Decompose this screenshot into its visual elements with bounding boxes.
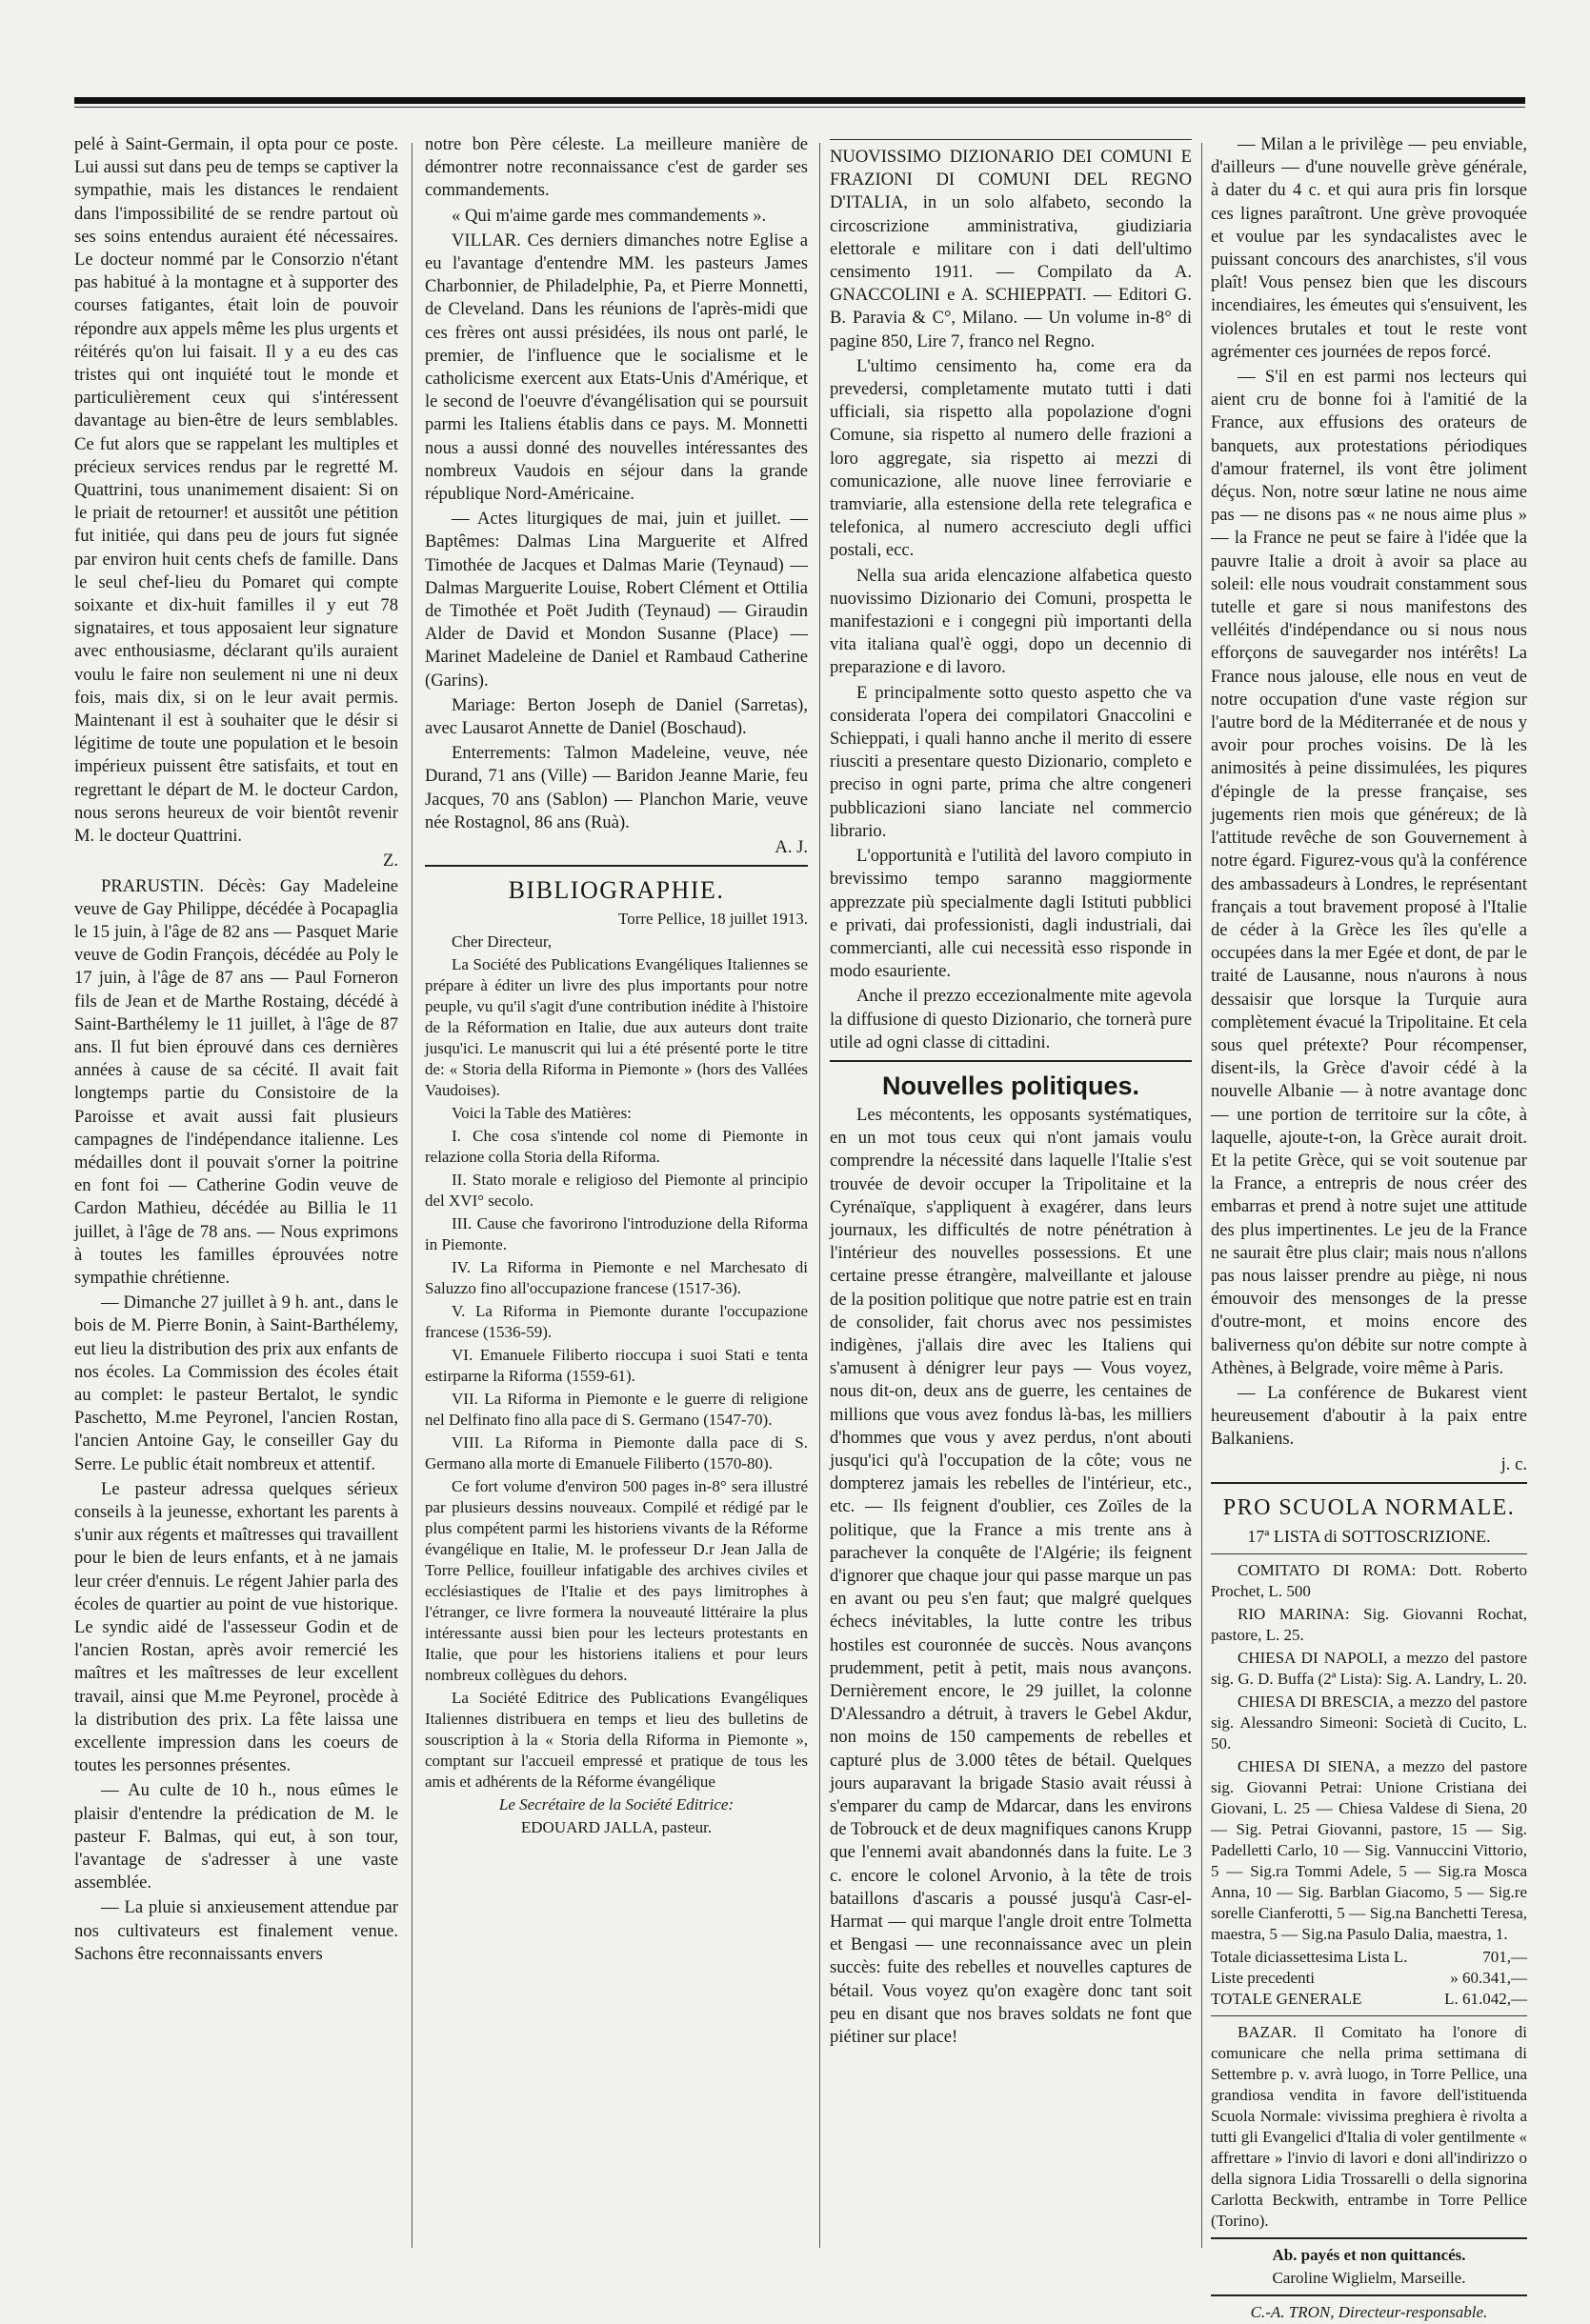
signature: j. c. xyxy=(1500,1453,1527,1474)
total-label: Totale diciassettesima Lista L. xyxy=(1211,1947,1408,1966)
section-rule xyxy=(1211,2294,1527,2296)
article-paragraph: Voici la Table des Matières: xyxy=(452,1104,632,1123)
total-label: TOTALE GENERALE xyxy=(1211,1989,1362,2008)
total-value: » 60.341,— xyxy=(1450,1968,1527,1987)
section-title-nouvelles-politiques: Nouvelles politiques. xyxy=(881,1071,1140,1100)
toc-item: VIII. La Riforma in Piemonte dalla pace di S. Germano alla morte di Emanuele Filiberto (1570-80). xyxy=(425,1433,808,1473)
article-paragraph: Nella sua arida elencazione alfabetica questo nuovissimo Dizionario dei Comuni, prospetta le manifestazioni e i congegni più importanti della vita italiana qual'è oggi, dopo un decennio di preparazione e di lavoro. xyxy=(830,565,1192,678)
subscription-entry: CHIESA DI SIENA, a mezzo del pastore sig. Giovanni Petrai: Unione Cristiana dei Giovani, L. 25 — Chiesa Valdese di Siena, 20 — Sig. Petrai Giovanni, pastore, 15 — Sig. Padelletti Carlo, 10 — Sig. Vannuccini Vittorio, 5 — Sig.ra Tommi Adele, 5 — Sig.ra Mosca Anna, 10 — Sig. Barblan Giacomo, 5 — Sig.re sorelle Cianferotti, 5 — Sig.na Banchetti Teresa, maestra, 5 — Sig.na Pasulo Dalia, maestra, 1. xyxy=(1211,1756,1527,1943)
toc-item: III. Cause che favorirono l'introduzione della Riforma in Piemonte. xyxy=(425,1214,808,1254)
section-rule xyxy=(425,865,808,867)
letter-signature-role: Le Secrétaire de la Société Editrice: xyxy=(498,1795,735,1814)
article-paragraph: Ce fort volume d'environ 500 pages in-8° sera illustré par plusieurs dessins nouveaux. Compilé et rédigé par le plus compétent parmi les historiens vivants de la Réforme évangélique en Italie, M. le professeur D.r Jean Jalla de Torre Pellice, fouilleur infatigable des archives civiles et ecclésiastiques de l'Italie et des pays limitrophes à l'étranger, ce livre formera la nouveauté littéraire la plus intéressante aussi bien pour les lecteurs protestants en Italie, que pour les historiens italiens et pour leurs nombreux collègues du dehors. xyxy=(425,1477,808,1685)
total-value: L. 61.042,— xyxy=(1444,1989,1527,2008)
toc-item: I. Che cosa s'intende col nome di Piemonte in relazione colla Storia della Riforma. xyxy=(425,1127,808,1167)
article-paragraph: pelé à Saint-Germain, il opta pour ce poste. Lui aussi sut dans peu de temps se captiver la sympathie, mais les distances le rendaient dans l'impossibilité de se rendre partout où ses soins entendus auraient été nécessaires. Le docteur nommé par le Consorzio n'étant pas habitué à la montagne et à supporter des courses fatigantes, était loin de pouvoir répondre aux appels même les plus urgents et réitérés qu'on lui faisait. Il y a eu des cas tristes qui ont inquiété tout le monde et particulièrement ceux qui s'intéressent davantage au bien-être de leurs semblables. Ce fut alors que se rappelant les multiples et précieux services rendus par le regretté M. Quattrini, tous unanimement disaient: Si on le priait de retourner! et aussitôt une pétition fut initiée, qui dans peu de jours fut signée par environ huit cents chefs de famille. Dans le seul chef-lieu du Pomaret qui compte soixante et dix-huit familles il y eut 78 signataires, et tous apposaient leur signature avec enthousiasme, déclarant qu'ils auraient voulu le faire non seulement ni une ni deux fois, mais dix, si on le leur avait permis. Maintenant il est à souhaiter que le désir si légitime de toute une population et le besoin impérieux puissent être satisfaits, et tout en regrettant le départ de M. le docteur Cardon, nous serons heureux de voir bientôt revenir M. le docteur Quattrini. xyxy=(74,134,398,847)
subscriptions-title: Ab. payés et non quittancés. xyxy=(1272,2245,1466,2264)
total-row xyxy=(1211,1947,1527,1968)
section-rule xyxy=(830,1060,1192,1062)
toc-item: V. La Riforma in Piemonte durante l'occupazione francese (1536-59). xyxy=(425,1302,808,1342)
section-rule xyxy=(1211,1553,1527,1554)
letter-date: Torre Pellice, 18 juillet 1913. xyxy=(618,910,808,929)
toc-item: VI. Emanuele Filiberto rioccupa i suoi Stati e tenta estirparne la Riforma (1559-61). xyxy=(425,1346,808,1386)
toc-item: IV. La Riforma in Piemonte e nel Marchesato di Saluzzo fino all'occupazione francese (1517-36). xyxy=(425,1258,808,1298)
article-paragraph: L'ultimo censimento ha, come era da prevedersi, completamente mutato tutti i dati ufficiali, sia rispetto alla popolazione d'ogni Comune, sia rispetto al numero delle frazioni a loro aggregate, sia rispetto ai mezzi di comunicazione, alle nuove linee ferroviarie e tramviarie, alla estensione della rete telegrafica e telefonica, al numero accresciuto degli uffici postali, ecc. xyxy=(830,355,1192,561)
article-paragraph: — S'il en est parmi nos lecteurs qui aient cru de bonne foi à l'amitié de la France, aux effusions des orateurs de banquets, aux protestations périodiques d'amour fraternel, ils vont être joliment déçus. Non, notre sœur latine ne nous aime pas — ne disons pas « ne nous aime plus » — la France ne peut se faire à l'idée que la pauvre Italie a droit à avoir sa place au soleil: elle nous voudrait constamment sous tutelle et gare si nous manifestons des velléités d'indépendance ou si nous nous efforçons de sauvegarder nos intérêts! La France nous jalouse, elle nous en veut de notre occupation d'une vaste région sur l'autre bord de la Méditerranée et de nous y avoir pour proches voisins. De là les animosités à peine dissimulées, les piqures d'épingle de la presse française, ses jugements rien mois que généreux; de là l'attitude revêche de son Gouvernement à notre égard. Figurez-vous qu'à la conférence des ambassadeurs à Londres, le représentant français a tout bravement proposé à l'Italie de céder à la Grèce les îles qu'elle a occupées dans la mer Egée et dont, de par le traité de Lausanne, nous n'aurons à nous dessaisir que lorsque la Turquie aura complètement évacué la Tripolitaine. Et cela sous quel prétexte? Pour récompenser, disent-ils, la Grèce d'avoir cédé à la nouvelle Albanie — à notre avantage donc — une portion de territoire sur la côte, à laquelle, ajoute-t-on, la Grèce aurait droit. Et la petite Grèce, qui se voit soutenue par la France, a entrepris de nous créer des embarras et prend à notre sujet une attitude des plus impertinentes. Le jeu de la France ne saurait être plus clair; mais nous n'allons pas nous laisser prendre au piège, ni nous émouvoir des mensonges de la presse d'outre-mont, et moins encore des baliverness qu'on débite sur notre compte à Athènes, à Belgrade, voire même à Paris. xyxy=(1211,367,1527,1378)
total-value: 701,— xyxy=(1482,1947,1527,1966)
article-paragraph: Enterrements: Talmon Madeleine, veuve, née Durand, 71 ans (Ville) — Baridon Jeanne Marie, feu Jacques, 70 ans (Sablon) — Planchon Marie, veuve née Rostagnol, 86 ans (Ruà). xyxy=(425,743,808,832)
article-paragraph: PRARUSTIN. Décès: Gay Madeleine veuve de Gay Philippe, décédée à Pocapaglia le 15 juin, à l'âge de 82 ans — Pasquet Marie veuve de Godin François, décédée au Poly le 17 juin, à l'âge de 87 ans — Paul Forneron fils de Jean et de Marthe Rostaing, décédé à Saint-Barthélemy le 11 juillet, à l'âge de 87 ans. Il fut bien éprouvé dans ces dernières années à cause de sa cécité. Il avait fait longtemps partie du Consistoire de la Paroisse et avait aussi fait plusieurs campagnes de l'indépendance italienne. Les médailles dont il pouvait s'orner la poitrine en font foi — Catherine Godin veuve de Cardon Mathieu, décédée au Billia le 11 juillet, à l'âge de 78 ans. — Nous exprimons à toutes les familles éprouvées notre sympathie chrétienne. xyxy=(74,875,398,1288)
subscription-list-title: 17ª LISTA di SOTTOSCRIZIONE. xyxy=(1247,1526,1491,1546)
top-rule-thick xyxy=(74,97,1525,104)
column-2 xyxy=(425,133,808,2267)
article-paragraph: Anche il prezzo eccezionalmente mite agevola la diffusione di questo Dizionario, che tornerà pure utile ad ogni classe di cittadini. xyxy=(830,986,1192,1052)
article-paragraph: « Qui m'aime garde mes commandements ». xyxy=(452,205,767,226)
subscriber-name: Caroline Wiglielm, Marseille. xyxy=(1272,2268,1466,2287)
publisher-footer: C.-A. TRON, Directeur-responsable. xyxy=(1250,2302,1488,2321)
article-paragraph: — La conférence de Bukarest vient heureusement d'aboutir à la paix entre Balkaniens. xyxy=(1211,1382,1527,1450)
letter-signature-name: EDOUARD JALLA, pasteur. xyxy=(520,1818,713,1837)
section-title-pro-scuola-normale: PRO SCUOLA NORMALE. xyxy=(1222,1494,1516,1520)
newspaper-page xyxy=(74,133,1527,2321)
signature: Z. xyxy=(382,851,398,872)
article-paragraph: Le pasteur adressa quelques sérieux conseils à la jeunesse, exhortant les parents à s'unir aux régents et maîtresses qui travaillent pour le bien de leurs enfants, et à ne jamais leur créer d'ennuis. Le régent Jahier parla des écoles de quartier au point de vue historique. Le syndic aidé de l'assesseur Godin et de l'ancien Rostan, après avoir remercié les maîtres et les maîtresses de leur excellent travail, ainsi que M.me Peyronel, procède à la distribution des prix. La fête laissa une excellente impression dans les coeurs de toutes les personnes présentes. xyxy=(74,1478,398,1776)
total-row xyxy=(1211,1989,1527,2010)
article-paragraph: — La pluie si anxieusement attendue par nos cultivateurs est finalement venue. Sachons être reconnaissants envers xyxy=(74,1897,398,1964)
article-paragraph: — Milan a le privilège — peu enviable, d'ailleurs — d'une nouvelle grève générale, à dater du 4 c. et qui aura pris fin lorsque ces lignes paraîtront. Une grève provoquée et voulue par les syndacalistes avec le puissant concours des anarchistes, s'il vous plaît! Vous pensez bien que les discours incendiaires, les émeutes qui s'ensuivent, les violences brutales et tout le reste vont agrémenter ces journées de repos forcé. xyxy=(1211,134,1527,362)
column-4 xyxy=(1211,133,1527,2321)
article-paragraph: Les mécontents, les opposants systématiques, en un mot tous ceux qui n'ont jamais voulu comprendre la nécessité dans laquelle l'Italie s'est trouvée de devoir occuper la Tripolitaine et la Cyrénaïque, s'appliquent à exagérer, dans leurs journaux, les difficultés de notre pénétration à l'intérieur des nouvelles possessions. Et une certaine presse étrangère, malveillante et jalouse de la position politique que notre patrie est en train de consolider, fait chorus avec nos pessimistes indigènes, j'allais dire avec les Italiens qui s'amusent à dénigrer leur pays — Vous voyez, nous dit-on, deux ans de guerre, les centaines de millions que vous avez fondus là-bas, les milliers d'hommes que vous y avez perdus, n'ont abouti jusqu'ici qu'à l'occupation de la côte; vous ne dompterez jamais les rebelles de l'intérieur, etc., etc. — Ils feignent d'oublier, ces Zoïles de la politique, que la France a mis trente ans à parachever la conquête de l'Algérie; ils feignent d'ignorer que chaque jour qui passe marque un pas en avant ou peu s'en faut; que malgré quelques échecs inévitables, la lutte contre les tribus hostiles est couronnée de succès. Nous avançons prudemment, petit à petit, mais nous avançons. Dernièrement encore, le 29 juillet, la colonne D'Alessandro a détruit, à travers le Gebel Akdur, non moins de 150 campements de rebelles et capturé plus de 3.000 têtes de bétail. Quelques jours auparavant la brigade Stasio avait réussi à s'emparer du camp de Mdarcar, dans les environs de Tobrouck et de deux magnifiques canons Krupp que l'ennemi avait abandonnés dans la fuite. Le 3 c. encore le colonel Arvonio, à la tête de trois bataillons d'ascaris a poussé jusqu'à Casr-el-Harmat — qui marque l'angle droit entre Tolmetta et Bengasi — une reconnaissance avec un plein succès: fuite des rebelles et nouvelles captures de bétail. Vous voyez qu'on exagère donc tant soit peu en disant que nos braves soldats ne font que piétiner sur place! xyxy=(830,1104,1192,2048)
letter-salutation: Cher Directeur, xyxy=(452,932,553,952)
subscription-entry: COMITATO DI ROMA: Dott. Roberto Prochet, L. 500 xyxy=(1211,1560,1527,1600)
article-paragraph: — Actes liturgiques de mai, juin et juillet. — Baptêmes: Dalmas Lina Marguerite et Alfred Timothée de Jacques et Dalmas Marie (Teynaud) — Dalmas Marguerite Louise, Robert Clément et Ottilia de Timothée et Poët Judith (Teynaud) — Giraudin Alder de David et Mondon Susanne (Place) — Marinet Madeleine de Daniel et Rambaud Catherine (Garins). xyxy=(425,509,808,691)
subscription-entry: CHIESA DI NAPOLI, a mezzo del pastore sig. G. D. Buffa (2ª Lista): Sig. A. Landry, L. 20. xyxy=(1211,1648,1527,1688)
toc-item: VII. La Riforma in Piemonte e le guerre di religione nel Delfinato fino alla pace di S. Germano (1547-70). xyxy=(425,1390,808,1430)
column-3 xyxy=(830,133,1192,2267)
section-title-bibliographie: BIBLIOGRAPHIE. xyxy=(508,876,725,905)
signature: A. J. xyxy=(775,837,808,858)
article-paragraph: — Au culte de 10 h., nous eûmes le plaisir d'entendre la prédication de M. le pasteur F. Balmas, qui eut, à son tour, l'avantage de s'adresser à une vaste assemblée. xyxy=(74,1780,398,1893)
column-1 xyxy=(74,133,398,2267)
bazar-notice: BAZAR. Il Comitato ha l'onore di comunicare che nella prima settimana di Settembre p. v. avrà luogo, in Torre Pellice, una grandiosa vendita in favore dell'istituenda Scuola Normale: vivissima preghiera è rivolta a tutti gli Evangelici d'Italia di voler gentilmente « affrettare » l'invio di lavori e doni all'indirizzo o della signora Lidia Trossarelli o della signorina Carlotta Beckwith, entrambe in Torre Pellice (Torino). xyxy=(1211,2022,1527,2230)
total-row xyxy=(1211,1968,1527,1989)
section-rule xyxy=(1211,2237,1527,2239)
section-rule xyxy=(830,139,1192,140)
section-rule xyxy=(1211,1482,1527,1484)
article-paragraph: VILLAR. Ces derniers dimanches notre Eglise a eu l'avantage d'entendre MM. les pasteurs James Charbonnier, de Philadelphie, Pa, et Pierre Monnetti, de Cleveland. Dans les réunions de l'après-midi que ces frères ont aussi présidées, ils nous ont parlé, le premier, de l'influence que le socialisme et le catholicisme exercent aux Etats-Unis d'Amérique, et le second de l'oeuvre d'évangélisation qui se poursuit parmi les Italiens établis dans ce pays. M. Monnetti nous a aussi donné des nouvelles intéressantes des nombreux Vaudois en séjour dans la grande république Nord-Américaine. xyxy=(425,230,808,505)
toc-item: II. Stato morale e religioso del Piemonte al principio del XVI° secolo. xyxy=(425,1171,808,1211)
article-paragraph: La Société Editrice des Publications Evangéliques Italiennes distribuera en temps et lieu des bulletins de souscription à la « Storia della Riforma in Piemonte », comptant sur l'accueil empressé et pratique de tous les amis et adhérents de la Réforme évangélique xyxy=(425,1689,808,1792)
article-paragraph: Mariage: Berton Joseph de Daniel (Sarretas), avec Lausarot Annette de Daniel (Boschaud). xyxy=(425,694,808,739)
section-rule xyxy=(1211,2015,1527,2016)
top-rule-thin xyxy=(74,107,1525,108)
article-paragraph: La Société des Publications Evangéliques Italiennes se prépare à éditer un livre des plus importants pour notre peuple, vu qu'il s'agit d'une contribution inédite à l'histoire de la Réformation en Italie, due aux auteurs dont traite jusqu'ici. Le manuscrit qui lui a été présenté porte le titre de: « Storia della Riforma in Piemonte » (hors des Vallées Vaudoises). xyxy=(425,955,808,1100)
article-paragraph: L'opportunità e l'utilità del lavoro compiuto in brevissimo tempo saranno maggiormente apprezzate più specialmente dagli Istituti pubblici e privati, dai professionisti, dagli industriali, dai commercianti, alle cui necessità esso risponde in modo esauriente. xyxy=(830,846,1192,982)
total-label: Liste precedenti xyxy=(1211,1968,1316,1987)
book-advert-title: NUOVISSIMO DIZIONARIO DEI COMUNI E FRAZIONI DI COMUNI DEL REGNO D'ITALIA, in un solo alfabeto, secondo la circoscrizione amministrativa, giudiziaria elettorale e militare con i dati dell'ultimo censimento 1911. — Compilato da A. GNACCOLINI e A. SCHIEPPATI. — Editori G. B. Paravia & C°, Milano. — Un volume in-8° di pagine 850, Lire 7, franco nel Regno. xyxy=(830,147,1192,351)
article-paragraph: — Dimanche 27 juillet à 9 h. ant., dans le bois de M. Pierre Bonin, à Saint-Barthélemy, eut lieu la distribution des prix aux enfants de nos écoles. La Commission des écoles était au complet: le pasteur Bertalot, le syndic Paschetto, M.me Peyronel, l'ancien Rostan, l'ancien Antoine Gay, le conseiller Gay du Serre. Le public était nombreux et attentif. xyxy=(74,1292,398,1474)
subscription-entry: RIO MARINA: Sig. Giovanni Rochat, pastore, L. 25. xyxy=(1211,1604,1527,1644)
article-paragraph: notre bon Père céleste. La meilleure manière de démontrer notre reconnaissance c'est de garder ses commandements. xyxy=(425,134,808,201)
subscription-entry: CHIESA DI BRESCIA, a mezzo del pastore sig. Alessandro Simeoni: Società di Cucito, L. 50. xyxy=(1211,1692,1527,1753)
article-paragraph: E principalmente sotto questo aspetto che va considerata l'opera dei compilatori Gnaccolini e Schieppati, i quali hanno anche il merito di essere riusciti a presentare questo Dizionario, completo e preciso in ogni parte, prima che altre congeneri pubblicazioni siano lanciate nel commercio librario. xyxy=(830,682,1192,841)
